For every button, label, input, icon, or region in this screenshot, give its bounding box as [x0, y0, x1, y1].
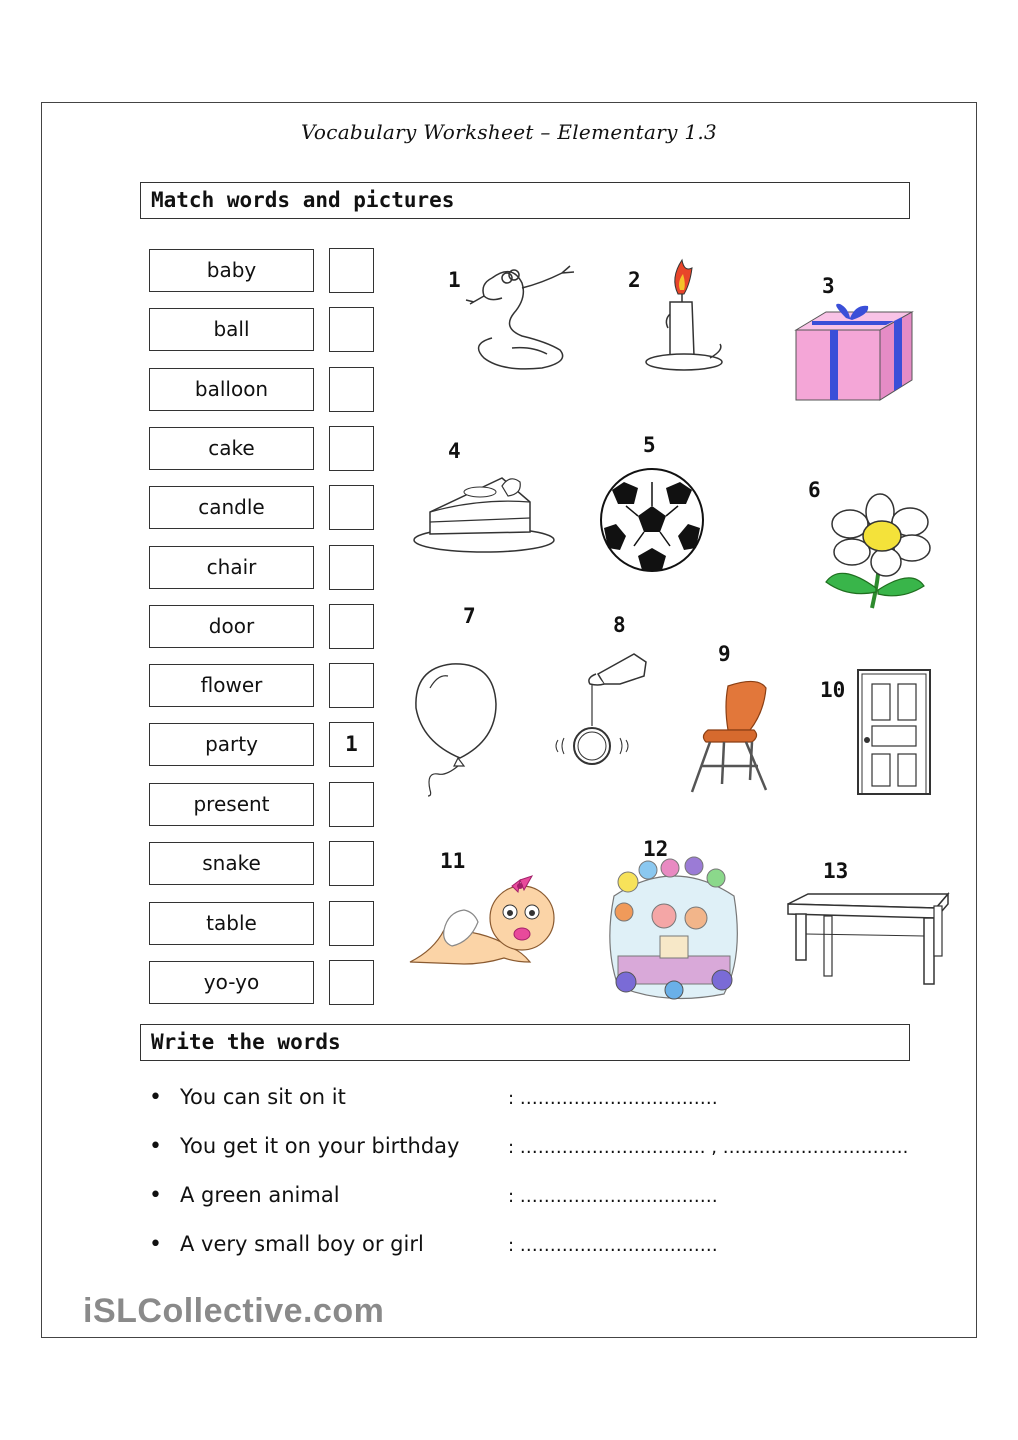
word-box: table — [149, 902, 314, 945]
answer-box[interactable] — [329, 782, 374, 827]
answer-box[interactable] — [329, 545, 374, 590]
clue-text: You can sit on it — [180, 1085, 346, 1109]
picture-number: 9 — [718, 642, 731, 666]
answer-box[interactable] — [329, 426, 374, 471]
door-icon — [852, 664, 936, 798]
clue-text: A very small boy or girl — [180, 1232, 424, 1256]
word-box: cake — [149, 427, 314, 470]
picture-number: 10 — [820, 678, 846, 702]
answer-box[interactable] — [329, 960, 374, 1005]
picture-number: 5 — [643, 433, 656, 457]
word-box: candle — [149, 486, 314, 529]
bullet: • — [149, 1134, 162, 1159]
yo-yo-icon — [550, 644, 650, 768]
party-icon — [604, 856, 744, 1006]
picture-number: 7 — [463, 604, 476, 628]
answer-box[interactable]: 1 — [329, 722, 374, 767]
picture-number: 4 — [448, 439, 461, 463]
word-box: door — [149, 605, 314, 648]
word-box: yo-yo — [149, 961, 314, 1004]
answer-box[interactable] — [329, 663, 374, 708]
picture-number: 3 — [822, 274, 835, 298]
answer-box[interactable] — [329, 248, 374, 293]
bullet: • — [149, 1232, 162, 1257]
table-icon — [784, 890, 950, 990]
cake-icon — [410, 468, 556, 558]
picture-number: 13 — [823, 859, 849, 883]
word-box: snake — [149, 842, 314, 885]
clue-text: You get it on your birthday — [180, 1134, 460, 1158]
answer-box[interactable] — [329, 604, 374, 649]
word-box: flower — [149, 664, 314, 707]
word-box: present — [149, 783, 314, 826]
word-box: ball — [149, 308, 314, 351]
answer-box[interactable] — [329, 901, 374, 946]
snake-icon — [462, 258, 582, 374]
picture-number: 8 — [613, 613, 626, 637]
flower-icon — [820, 492, 946, 610]
answer-blank[interactable]: : …………………………… — [508, 1088, 718, 1109]
candle-icon — [640, 254, 730, 378]
word-box: party — [149, 723, 314, 766]
worksheet-title: Vocabulary Worksheet – Elementary 1.3 — [300, 120, 718, 144]
chair-icon — [688, 676, 782, 796]
answer-blank[interactable]: : …………………………… — [508, 1235, 718, 1256]
answer-blank[interactable]: : …………………………… — [508, 1186, 718, 1207]
section-heading-match: Match words and pictures — [140, 182, 910, 219]
section-heading-write: Write the words — [140, 1024, 910, 1061]
present-icon — [790, 300, 916, 404]
footer-watermark: iSLCollective.com — [83, 1292, 385, 1330]
picture-number: 6 — [808, 478, 821, 502]
clue-text: A green animal — [180, 1183, 340, 1207]
picture-number: 12 — [643, 837, 669, 861]
ball-icon — [598, 466, 706, 574]
answer-box[interactable] — [329, 485, 374, 530]
bullet: • — [149, 1183, 162, 1208]
baby-icon — [404, 872, 560, 972]
answer-box[interactable] — [329, 367, 374, 412]
picture-number: 11 — [440, 849, 466, 873]
answer-box[interactable] — [329, 841, 374, 886]
word-box: baby — [149, 249, 314, 292]
answer-blank[interactable]: : …………………………. , …………………………. — [508, 1137, 909, 1158]
word-box: balloon — [149, 368, 314, 411]
word-box: chair — [149, 546, 314, 589]
picture-number: 1 — [448, 268, 461, 292]
bullet: • — [149, 1085, 162, 1110]
balloon-icon — [408, 658, 502, 798]
answer-box[interactable] — [329, 307, 374, 352]
picture-number: 2 — [628, 268, 641, 292]
